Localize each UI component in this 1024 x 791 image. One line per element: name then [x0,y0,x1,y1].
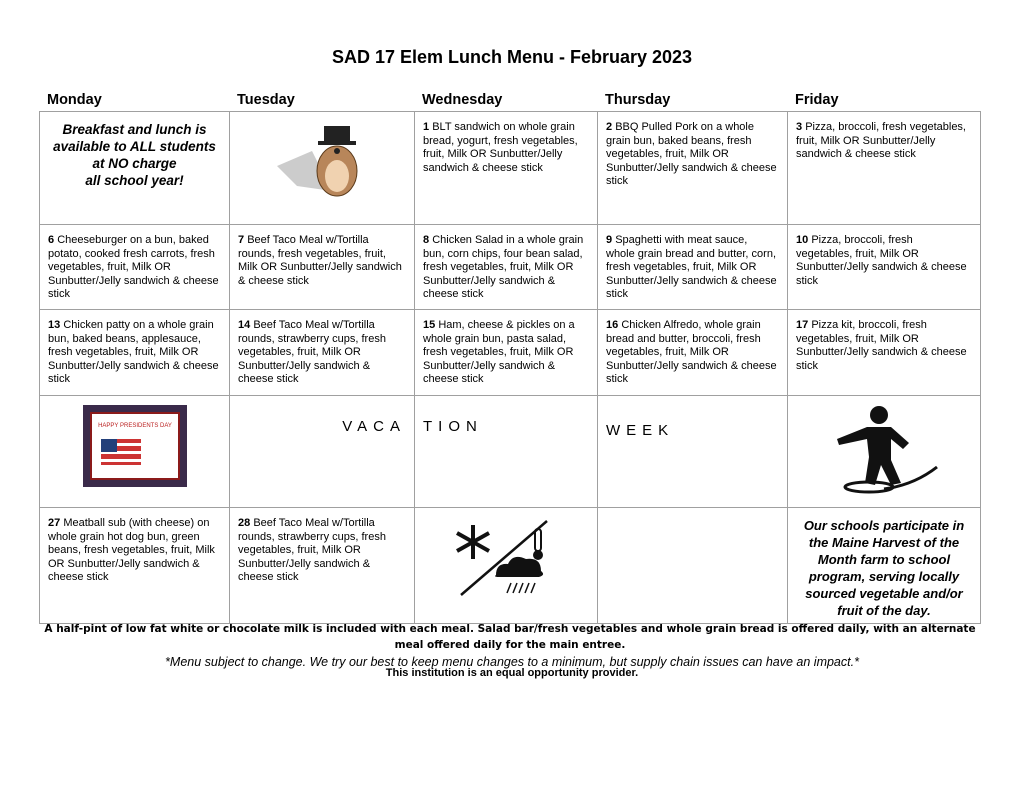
menu-text: BBQ Pulled Pork on a whole grain bun, baked beans, fresh vegetables, fruit, Milk OR Sunbutter/Jelly sandwich & cheese stick [606,121,777,187]
menu-text: Pizza, broccoli, fresh vegetables, fruit, Milk OR Sunbutter/Jelly sandwich & cheese stick [796,234,967,287]
menu-text: Beef Taco Meal w/Tortilla rounds, fresh vegetables, fruit, Milk OR Sunbutter/Jelly sandwich & cheese stick [238,234,402,287]
snowshoeing-icon [829,405,939,495]
menu-text: Meatball sub (with cheese) on whole grain hot dog bun, green beans, fresh vegetables, fruit, Milk OR Sunbutter/Jelly sandwich & cheese stick [48,517,215,583]
day-number: 17 [796,319,809,331]
menu-text: Cheeseburger on a bun, baked potato, cooked fresh carrots, fresh vegetables, fruit, Milk OR Sunbutter/Jelly sandwich & cheese stick [48,234,219,300]
page-title: SAD 17 Elem Lunch Menu - February 2023 [331,47,693,67]
menu-calendar [39,111,981,624]
presidents-day-flag-icon [83,405,187,487]
vacation-text: WEEK [606,422,675,439]
weather-icon [451,517,561,597]
day-monday: Monday [47,92,102,108]
menu-text: Chicken patty on a whole grain bun, baked beans, applesauce, fresh vegetables, fruit, Milk OR Sunbutter/Jelly sandwich & cheese stick [48,319,219,385]
menu-day [40,508,230,624]
day-number: 28 [238,517,251,529]
day-number: 2 [606,121,613,133]
day-tuesday: Tuesday [237,92,295,108]
day-number: 3 [796,121,803,133]
menu-day [788,310,981,396]
day-number: 16 [606,319,619,331]
vacation-text: VACA [342,418,406,435]
vacation-cell [415,396,598,508]
day-number: 14 [238,319,251,331]
day-number: 27 [48,517,61,529]
menu-day [415,225,598,310]
menu-day [40,310,230,396]
day-number: 1 [423,121,430,133]
menu-text: Beef Taco Meal w/Tortilla rounds, strawberry cups, fresh vegetables, fruit, Milk OR Sunbutter/Jelly sandwich & cheese stick [238,517,386,583]
notice-line: available to ALL students [53,139,216,154]
notice-line: all school year! [85,173,184,188]
menu-text: BLT sandwich on whole grain bread, yogurt, fresh vegetables, fruit, Milk OR Sunbutter/Jelly sandwich & cheese stick [423,121,578,174]
disclaimer: *Menu subject to change. We try our best to keep menu changes to a minimum, but supply chain issues can have an impact.* [165,655,859,669]
day-wednesday: Wednesday [422,92,503,108]
vacation-text: TION [423,418,483,435]
menu-day [415,112,598,225]
menu-text: Chicken Alfredo, whole grain bread and butter, broccoli, fresh vegetables, fruit, Milk OR Sunbutter/Jelly sandwich & cheese stick [606,319,777,385]
menu-day [598,225,788,310]
menu-text: Pizza kit, broccoli, fresh vegetables, fruit, Milk OR Sunbutter/Jelly sandwich & cheese stick [796,319,967,372]
notice-line: at NO charge [92,156,177,171]
day-friday: Friday [795,92,839,108]
menu-day [415,310,598,396]
menu-text: Spaghetti with meat sauce, whole grain bread and butter, corn, fresh vegetables, fruit, Milk OR Sunbutter/Jelly sandwich & cheese stick [606,234,777,300]
day-number: 13 [48,319,61,331]
day-number: 6 [48,234,55,246]
milk-note: A half-pint of low fat white or chocolate milk is included with each meal. Salad bar/fresh vegetables and whole grain bread is offered daily, with an alternate meal offered daily for the main entree. [44,623,976,651]
menu-day [40,225,230,310]
menu-text: Ham, cheese & pickles on a whole grain bun, pasta salad, fresh vegetables, fruit, Milk OR Sunbutter/Jelly sandwich & cheese stick [423,319,575,385]
menu-day [230,508,415,624]
menu-day [230,225,415,310]
day-number: 9 [606,234,613,246]
free-meals-notice [40,112,230,225]
vacation-cell [230,396,415,508]
day-number: 10 [796,234,809,246]
presidents-day-cell [40,396,230,508]
menu-text: Chicken Salad in a whole grain bun, corn chips, four bean salad, fresh vegetables, fruit, Milk OR Sunbutter/Jelly sandwich & cheese stick [423,234,584,300]
weather-cell [415,508,598,624]
notice-line: Breakfast and lunch is [62,122,207,137]
day-headers [39,92,979,108]
menu-day [598,310,788,396]
snowshoe-cell [788,396,981,508]
menu-text: Beef Taco Meal w/Tortilla rounds, strawberry cups, fresh vegetables, fruit, Milk OR Sunbutter/Jelly sandwich & cheese stick [238,319,386,385]
harvest-note: Our schools participate in the Maine Harvest of the Month farm to school program, serving locally sourced vegetable and/or fruit of the day. [788,508,981,624]
presidents-day-text: HAPPY PRESIDENTS DAY [97,423,172,429]
day-number: 7 [238,234,245,246]
empty-day [598,508,788,624]
menu-day [788,225,981,310]
groundhog-icon [272,121,372,201]
vacation-cell [598,396,788,508]
menu-day [788,112,981,225]
menu-day [598,112,788,225]
equal-opportunity: This institution is an equal opportunity provider. [385,667,639,679]
groundhog-cell [230,112,415,225]
day-number: 15 [423,319,436,331]
menu-text: Pizza, broccoli, fresh vegetables, fruit, Milk OR Sunbutter/Jelly sandwich & cheese stick [796,121,966,160]
day-number: 8 [423,234,430,246]
day-thursday: Thursday [605,92,671,108]
menu-day [230,310,415,396]
